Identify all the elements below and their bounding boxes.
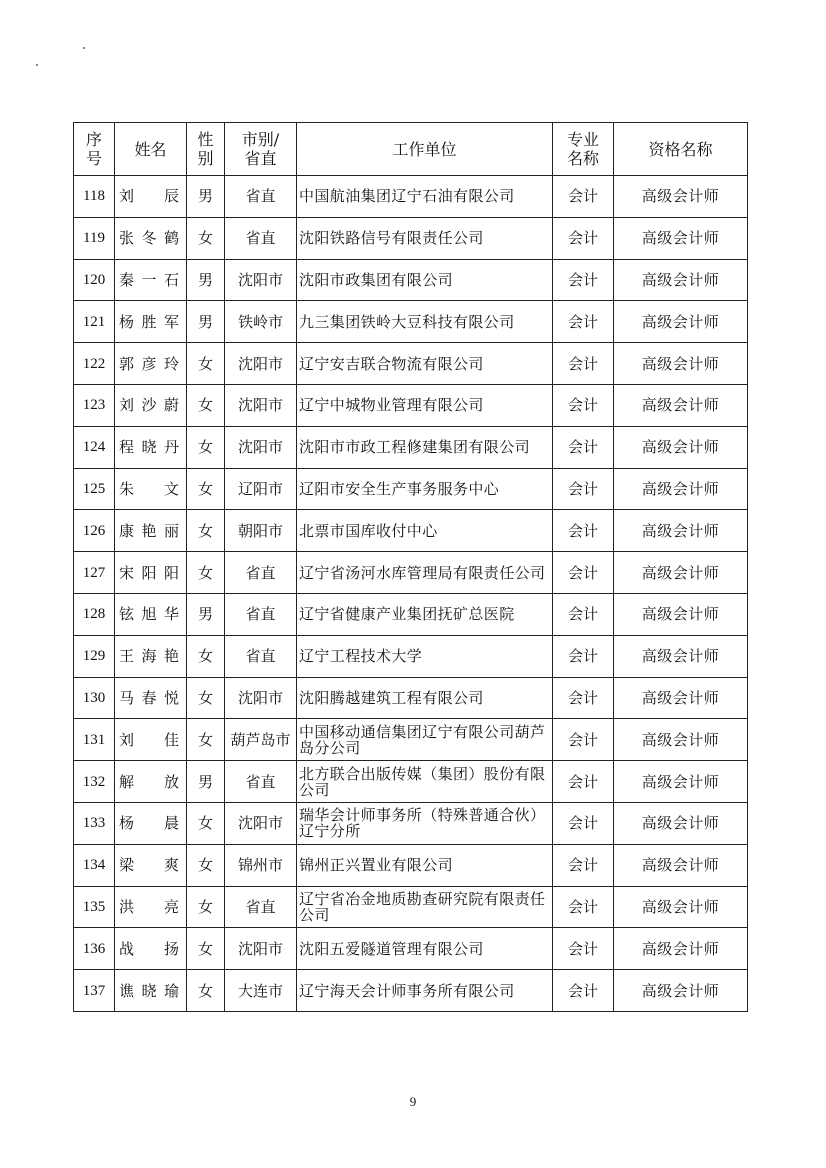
cell-qual: 高级会计师 [614, 593, 748, 635]
page-number: 9 [409, 1094, 417, 1109]
cell-qual: 高级会计师 [614, 802, 748, 844]
cell-name: 铉旭华 [115, 593, 187, 635]
cell-city: 省直 [225, 217, 297, 259]
cell-gender: 女 [187, 468, 225, 510]
cell-major: 会计 [553, 677, 614, 719]
cell-city: 沈阳市 [225, 259, 297, 301]
cell-num: 125 [74, 468, 115, 510]
cell-major: 会计 [553, 928, 614, 970]
cell-major: 会计 [553, 844, 614, 886]
cell-city: 省直 [225, 593, 297, 635]
cell-city: 锦州市 [225, 844, 297, 886]
cell-major: 会计 [553, 343, 614, 385]
cell-name: 刘佳 [115, 719, 187, 761]
cell-qual: 高级会计师 [614, 970, 748, 1012]
cell-name: 刘辰 [115, 176, 187, 218]
cell-name: 解放 [115, 761, 187, 803]
cell-name: 刘沙蔚 [115, 384, 187, 426]
cell-gender: 女 [187, 384, 225, 426]
cell-gender: 女 [187, 802, 225, 844]
cell-num: 133 [74, 802, 115, 844]
cell-major: 会计 [553, 301, 614, 343]
cell-qual: 高级会计师 [614, 343, 748, 385]
table-row [74, 802, 748, 844]
cell-gender: 女 [187, 426, 225, 468]
cell-num: 124 [74, 426, 115, 468]
cell-major: 会计 [553, 176, 614, 218]
cell-major: 会计 [553, 886, 614, 928]
cell-name: 秦一石 [115, 259, 187, 301]
cell-qual: 高级会计师 [614, 468, 748, 510]
header-unit: 工作单位 [297, 123, 553, 176]
cell-unit: 沈阳市政集团有限公司 [297, 259, 553, 301]
table-row [74, 343, 748, 385]
cell-qual: 高级会计师 [614, 761, 748, 803]
cell-major: 会计 [553, 468, 614, 510]
cell-unit: 九三集团铁岭大豆科技有限公司 [297, 301, 553, 343]
cell-qual: 高级会计师 [614, 426, 748, 468]
header-qual: 资格名称 [614, 123, 748, 176]
cell-unit: 辽宁海天会计师事务所有限公司 [297, 970, 553, 1012]
cell-unit: 沈阳铁路信号有限责任公司 [297, 217, 553, 259]
cell-num: 134 [74, 844, 115, 886]
table-row [74, 510, 748, 552]
cell-num: 120 [74, 259, 115, 301]
table-row [74, 301, 748, 343]
table-row [74, 677, 748, 719]
cell-unit: 辽宁省健康产业集团抚矿总医院 [297, 593, 553, 635]
cell-gender: 女 [187, 343, 225, 385]
cell-gender: 女 [187, 635, 225, 677]
table-row [74, 176, 748, 218]
cell-name: 张冬鹤 [115, 217, 187, 259]
cell-gender: 女 [187, 677, 225, 719]
cell-unit: 北票市国库收付中心 [297, 510, 553, 552]
cell-city: 省直 [225, 635, 297, 677]
cell-city: 铁岭市 [225, 301, 297, 343]
cell-gender: 女 [187, 844, 225, 886]
cell-major: 会计 [553, 719, 614, 761]
cell-city: 大连市 [225, 970, 297, 1012]
cell-major: 会计 [553, 802, 614, 844]
cell-gender: 男 [187, 301, 225, 343]
cell-city: 省直 [225, 176, 297, 218]
cell-unit: 锦州正兴置业有限公司 [297, 844, 553, 886]
cell-gender: 女 [187, 510, 225, 552]
cell-major: 会计 [553, 593, 614, 635]
cell-qual: 高级会计师 [614, 384, 748, 426]
cell-num: 126 [74, 510, 115, 552]
cell-unit: 辽宁省汤河水库管理局有限责任公司 [297, 552, 553, 594]
cell-unit: 北方联合出版传媒（集团）股份有限公司 [297, 761, 553, 803]
cell-name: 洪亮 [115, 886, 187, 928]
cell-gender: 男 [187, 259, 225, 301]
cell-major: 会计 [553, 761, 614, 803]
cell-unit: 辽宁安吉联合物流有限公司 [297, 343, 553, 385]
cell-gender: 男 [187, 761, 225, 803]
cell-gender: 女 [187, 886, 225, 928]
scan-speck [83, 47, 85, 49]
table-row [74, 593, 748, 635]
cell-major: 会计 [553, 510, 614, 552]
cell-city: 葫芦岛市 [225, 719, 297, 761]
table-row [74, 970, 748, 1012]
cell-gender: 女 [187, 970, 225, 1012]
table-row [74, 426, 748, 468]
cell-num: 127 [74, 552, 115, 594]
table-row [74, 928, 748, 970]
cell-num: 118 [74, 176, 115, 218]
cell-name: 梁爽 [115, 844, 187, 886]
cell-qual: 高级会计师 [614, 719, 748, 761]
cell-qual: 高级会计师 [614, 844, 748, 886]
cell-num: 130 [74, 677, 115, 719]
cell-city: 沈阳市 [225, 677, 297, 719]
cell-major: 会计 [553, 259, 614, 301]
header-row [74, 123, 748, 176]
table-body [74, 176, 748, 1012]
cell-name: 杨胜军 [115, 301, 187, 343]
cell-name: 战扬 [115, 928, 187, 970]
table-row [74, 384, 748, 426]
cell-qual: 高级会计师 [614, 552, 748, 594]
header-city: 市别/ 省直 [225, 123, 297, 176]
cell-major: 会计 [553, 384, 614, 426]
cell-qual: 高级会计师 [614, 510, 748, 552]
cell-unit: 辽宁中城物业管理有限公司 [297, 384, 553, 426]
cell-name: 康艳丽 [115, 510, 187, 552]
cell-major: 会计 [553, 426, 614, 468]
cell-unit: 沈阳市市政工程修建集团有限公司 [297, 426, 553, 468]
table-row [74, 761, 748, 803]
cell-name: 朱文 [115, 468, 187, 510]
cell-unit: 瑞华会计师事务所（特殊普通合伙）辽宁分所 [297, 802, 553, 844]
table-row [74, 468, 748, 510]
table-row [74, 844, 748, 886]
cell-qual: 高级会计师 [614, 259, 748, 301]
cell-major: 会计 [553, 552, 614, 594]
cell-num: 121 [74, 301, 115, 343]
table-row [74, 886, 748, 928]
cell-name: 程晓丹 [115, 426, 187, 468]
cell-qual: 高级会计师 [614, 301, 748, 343]
cell-unit: 沈阳腾越建筑工程有限公司 [297, 677, 553, 719]
cell-major: 会计 [553, 635, 614, 677]
cell-name: 马春悦 [115, 677, 187, 719]
table-row [74, 552, 748, 594]
header-name: 姓名 [115, 123, 187, 176]
cell-city: 沈阳市 [225, 928, 297, 970]
table-row [74, 259, 748, 301]
qualification-table [73, 122, 748, 1012]
cell-city: 省直 [225, 552, 297, 594]
cell-city: 沈阳市 [225, 384, 297, 426]
cell-gender: 女 [187, 928, 225, 970]
cell-num: 129 [74, 635, 115, 677]
cell-name: 宋阳阳 [115, 552, 187, 594]
table-row [74, 719, 748, 761]
cell-qual: 高级会计师 [614, 677, 748, 719]
scan-speck [36, 64, 38, 66]
cell-gender: 女 [187, 719, 225, 761]
cell-gender: 男 [187, 176, 225, 218]
cell-major: 会计 [553, 970, 614, 1012]
cell-qual: 高级会计师 [614, 635, 748, 677]
header-major: 专业 名称 [553, 123, 614, 176]
table-row [74, 635, 748, 677]
cell-num: 136 [74, 928, 115, 970]
cell-qual: 高级会计师 [614, 886, 748, 928]
cell-qual: 高级会计师 [614, 928, 748, 970]
cell-gender: 女 [187, 552, 225, 594]
cell-num: 123 [74, 384, 115, 426]
table-row [74, 217, 748, 259]
cell-num: 119 [74, 217, 115, 259]
cell-major: 会计 [553, 217, 614, 259]
cell-city: 沈阳市 [225, 426, 297, 468]
cell-num: 137 [74, 970, 115, 1012]
cell-city: 沈阳市 [225, 802, 297, 844]
cell-unit: 辽宁工程技术大学 [297, 635, 553, 677]
cell-city: 沈阳市 [225, 343, 297, 385]
cell-gender: 女 [187, 217, 225, 259]
header-gender: 性 别 [187, 123, 225, 176]
cell-num: 132 [74, 761, 115, 803]
cell-num: 135 [74, 886, 115, 928]
cell-unit: 辽阳市安全生产事务服务中心 [297, 468, 553, 510]
header-num: 序 号 [74, 123, 115, 176]
cell-city: 辽阳市 [225, 468, 297, 510]
cell-city: 朝阳市 [225, 510, 297, 552]
cell-qual: 高级会计师 [614, 217, 748, 259]
cell-num: 122 [74, 343, 115, 385]
cell-name: 杨晨 [115, 802, 187, 844]
cell-num: 128 [74, 593, 115, 635]
cell-name: 谯晓瑜 [115, 970, 187, 1012]
cell-name: 王海艳 [115, 635, 187, 677]
cell-unit: 中国航油集团辽宁石油有限公司 [297, 176, 553, 218]
cell-unit: 辽宁省冶金地质勘查研究院有限责任公司 [297, 886, 553, 928]
cell-qual: 高级会计师 [614, 176, 748, 218]
cell-city: 省直 [225, 886, 297, 928]
cell-num: 131 [74, 719, 115, 761]
cell-gender: 男 [187, 593, 225, 635]
cell-name: 郭彦玲 [115, 343, 187, 385]
cell-unit: 中国移动通信集团辽宁有限公司葫芦岛分公司 [297, 719, 553, 761]
cell-unit: 沈阳五爱隧道管理有限公司 [297, 928, 553, 970]
cell-city: 省直 [225, 761, 297, 803]
